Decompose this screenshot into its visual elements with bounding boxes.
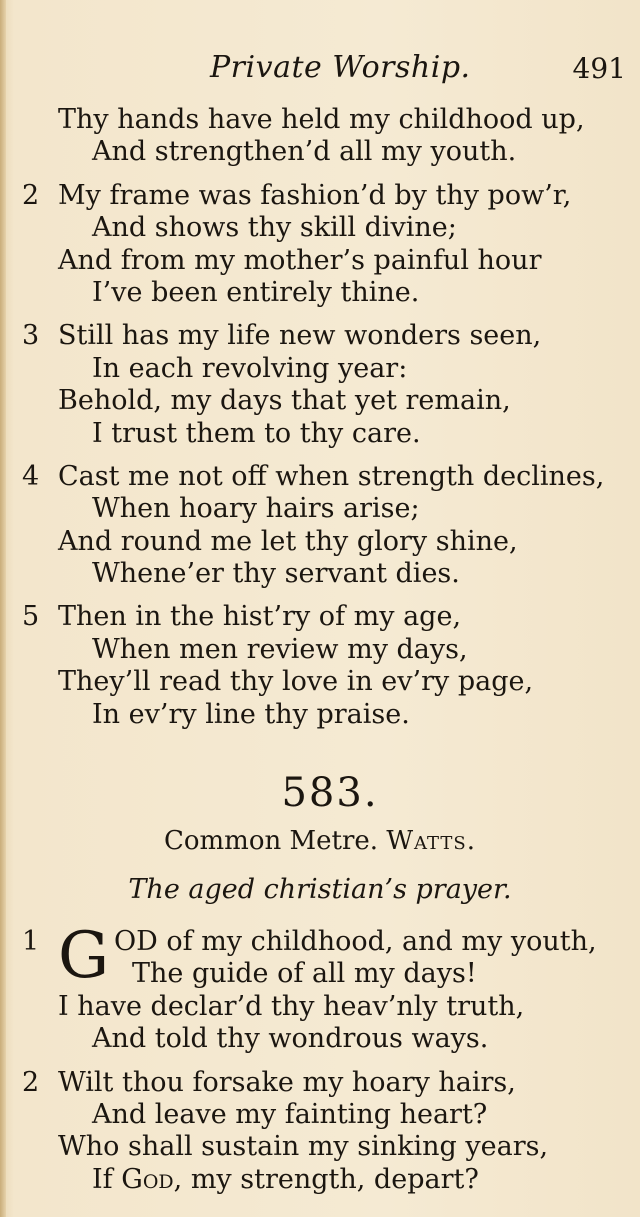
verse-line: 2 Wilt thou forsake my hoary hairs, bbox=[22, 1066, 516, 1098]
verse-line: And shows thy skill divine; bbox=[92, 212, 457, 244]
verse-line: I have declar’d thy heav’nly truth, bbox=[58, 990, 525, 1022]
hymn-582-continuation bbox=[0, 104, 640, 731]
verse-line: Who shall sustain my sinking years, bbox=[58, 1131, 549, 1163]
hymn-title: The aged christian’s prayer. bbox=[128, 874, 512, 905]
author: Watts. bbox=[386, 826, 476, 856]
stanza-number: 4 bbox=[22, 460, 40, 492]
stanza-number: 3 bbox=[22, 320, 40, 352]
running-header bbox=[0, 50, 640, 90]
verse-line: And round me let thy glory shine, bbox=[58, 525, 518, 557]
verse-line: I trust them to thy care. bbox=[92, 417, 421, 449]
verse-line: When men review my days, bbox=[92, 633, 468, 665]
stanza-number: 2 bbox=[22, 1066, 40, 1098]
hymn-583-text bbox=[0, 919, 640, 1196]
hymn-metre-line bbox=[0, 826, 640, 856]
verse-line: And from my mother’s painful hour bbox=[58, 244, 542, 276]
verse-line: They’ll read thy love in ev’ry page, bbox=[58, 666, 534, 698]
verse-line: 3 Still has my life new wonders seen, bbox=[22, 320, 542, 352]
verse-line: And told thy wondrous ways. bbox=[92, 1023, 489, 1055]
verse-line: When hoary hairs arise; bbox=[92, 493, 420, 525]
verse-line: 2 My frame was fashion’d by thy pow’r, bbox=[22, 179, 572, 211]
verse-line: And leave my fainting heart? bbox=[92, 1098, 488, 1130]
verse-line: 4 Cast me not off when strength declines, bbox=[22, 460, 605, 492]
verse-line: The guide of all my days! bbox=[132, 958, 477, 990]
verse-line: Thy hands have held my childhood up, bbox=[58, 104, 585, 135]
verse-line: I’ve been entirely thine. bbox=[92, 276, 420, 308]
verse-line: 1 G OD of my childhood, and my youth, bbox=[22, 919, 597, 993]
running-title: Private Worship. bbox=[210, 50, 471, 85]
verse-line: And strengthen’d all my youth. bbox=[92, 136, 517, 168]
hymn-number: 583. bbox=[281, 770, 379, 816]
verse-line: 5 Then in the hist’ry of my age, bbox=[22, 601, 462, 633]
stanza-number: 5 bbox=[22, 601, 40, 633]
metre: Common Metre. bbox=[163, 826, 379, 856]
drop-cap: G bbox=[58, 919, 110, 993]
divine-name: God bbox=[121, 1163, 174, 1195]
verse-line: If God, my strength, depart? bbox=[92, 1163, 479, 1195]
verse-line: In each revolving year: bbox=[92, 352, 408, 384]
verse-line: In ev’ry line thy praise. bbox=[92, 698, 410, 730]
verse-line: Whene’er thy servant dies. bbox=[92, 558, 460, 590]
stanza-number: 2 bbox=[22, 179, 40, 211]
page-number: 491 bbox=[572, 52, 626, 85]
stanza-number: 1 bbox=[22, 926, 40, 957]
verse-line: Behold, my days that yet remain, bbox=[58, 385, 511, 417]
